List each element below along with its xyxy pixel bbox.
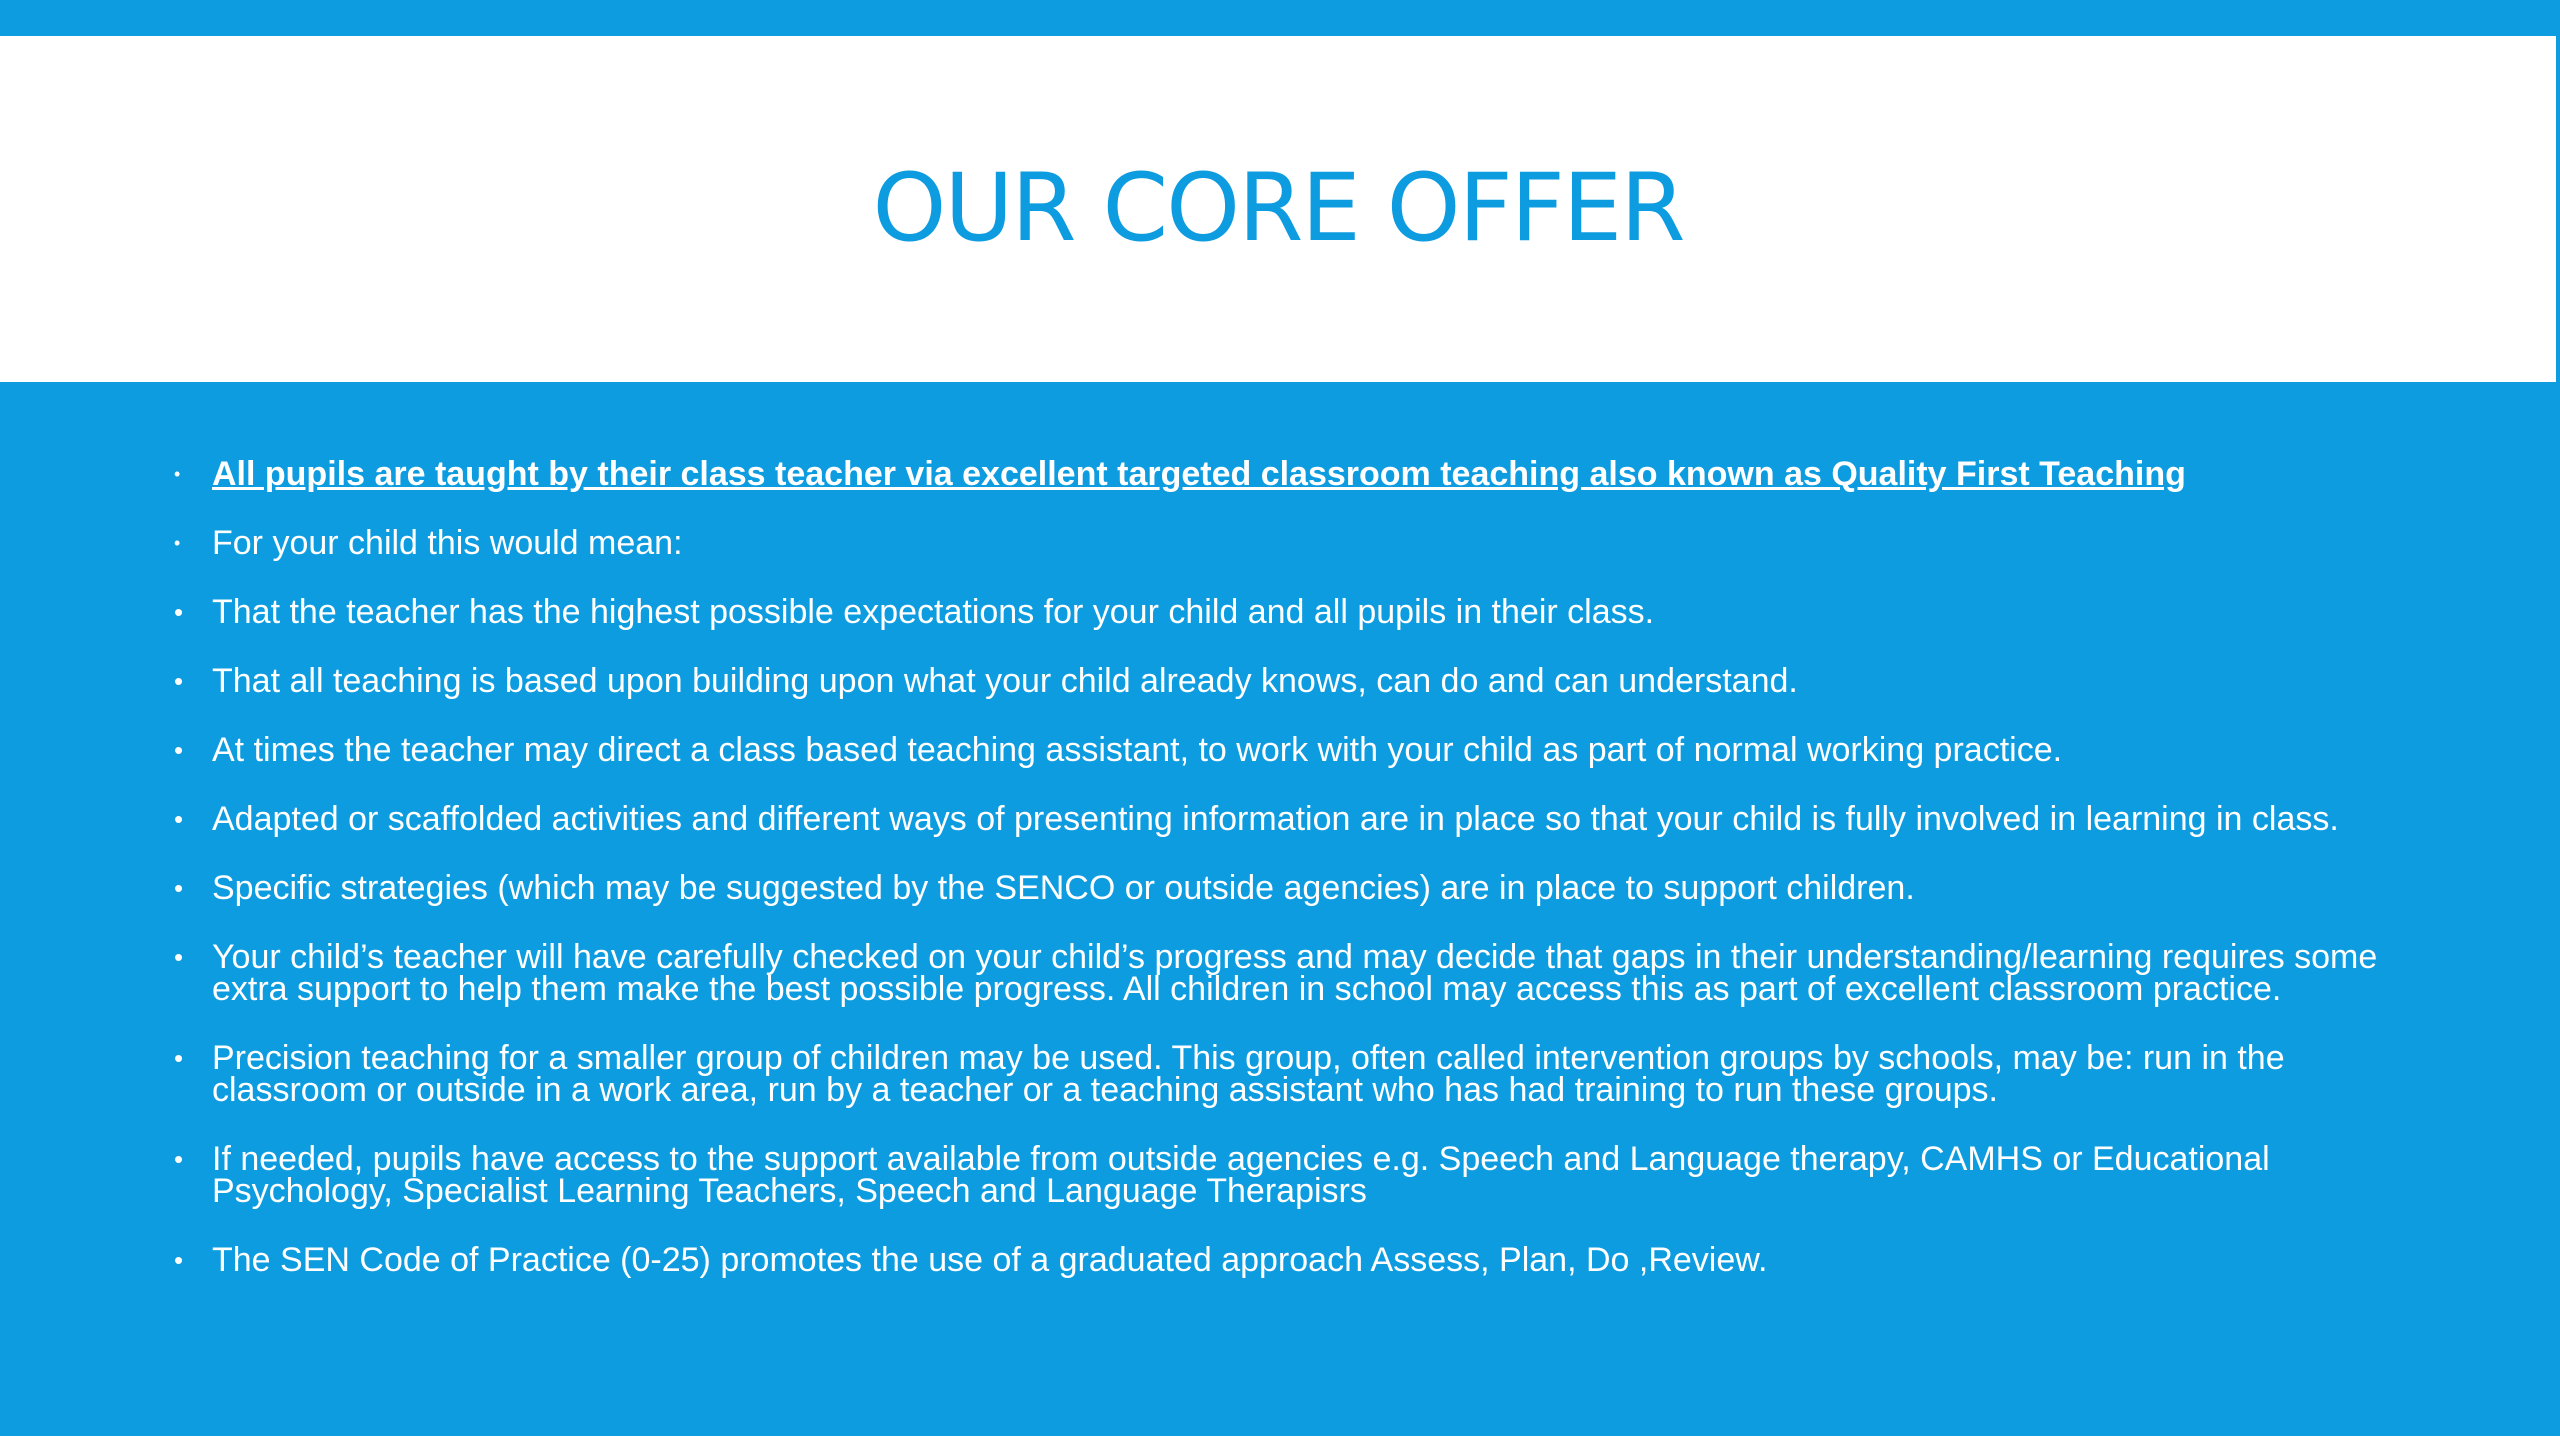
bullet-item-progress-check [174,938,2434,1008]
bullet-text: For your child this would mean: [212,524,683,562]
bullet-text: Specific strategies (which may be suggested by the SENCO or outside agencies) are in place to support children. [212,869,1915,907]
bullet-item-adapted-activities [174,800,2434,838]
bullet-text: That the teacher has the highest possible expectations for your child and all pupils in their class. [212,593,1655,631]
bullet-dot-icon: • [174,1043,184,1073]
bullet-dot-icon: • [174,942,184,972]
bullet-dot-icon: • [174,666,184,696]
bullet-dot-icon: • [174,873,184,903]
bullet-text: Your child’s teacher will have carefully checked on your child’s progress and may decide that gaps in their understanding/learning requires some extra support to help them make the best possible progress. All children in school may access this as part of excellent classroom practice. [212,938,2378,1008]
bullet-item-specific-strategies [174,869,2434,907]
bullet-text: Adapted or scaffolded activities and different ways of presenting information are in place so that your child is fully involved in learning in class. [212,800,2339,838]
bullet-dot-icon: • [174,597,184,627]
bullet-item-quality-first-teaching [174,455,2434,493]
content-area [0,382,2560,1440]
bullet-dot-icon: • [174,1144,184,1174]
bullet-item-building-upon [174,662,2434,700]
bullet-text: That all teaching is based upon building upon what your child already knows, can do and can understand. [212,662,1798,700]
bullet-dot-icon: • [174,735,184,765]
bullet-dot-icon: • [174,1245,184,1275]
bullet-text: Precision teaching for a smaller group of children may be used. This group, often called intervention groups by schools, may be: run in the classroom or outside in a work area, run by a teacher or a teaching assistant who has had training to run these groups. [212,1039,2285,1109]
bullet-item-for-your-child [174,524,2434,562]
bullet-text: The SEN Code of Practice (0-25) promotes the use of a graduated approach Assess, Plan, Do ,Review. [212,1241,1768,1279]
bottom-edge [0,1436,2560,1440]
bullet-list [174,455,2434,1313]
top-accent-band [0,0,2560,36]
bullet-text: If needed, pupils have access to the support available from outside agencies e.g. Speech and Language therapy, CAMHS or Educational Psychology, Specialist Learning Teachers, Speech and Language Therapisrs [212,1140,2270,1210]
bullet-dot-icon: • [174,464,181,484]
bullet-dot-icon: • [174,533,181,553]
bullet-text: All pupils are taught by their class teacher via excellent targeted classroom teaching also known as Quality First Teaching [212,455,2186,493]
bullet-dot-icon: • [174,804,184,834]
bullet-item-teaching-assistant [174,731,2434,769]
bullet-item-precision-teaching [174,1039,2434,1109]
slide-title: OUR CORE OFFER [872,154,1684,263]
bullet-text: At times the teacher may direct a class based teaching assistant, to work with your child as part of normal working practice. [212,731,2063,769]
bullet-item-expectations [174,593,2434,631]
title-area [0,36,2560,382]
bullet-item-sen-code [174,1241,2434,1279]
bullet-item-outside-agencies [174,1140,2434,1210]
